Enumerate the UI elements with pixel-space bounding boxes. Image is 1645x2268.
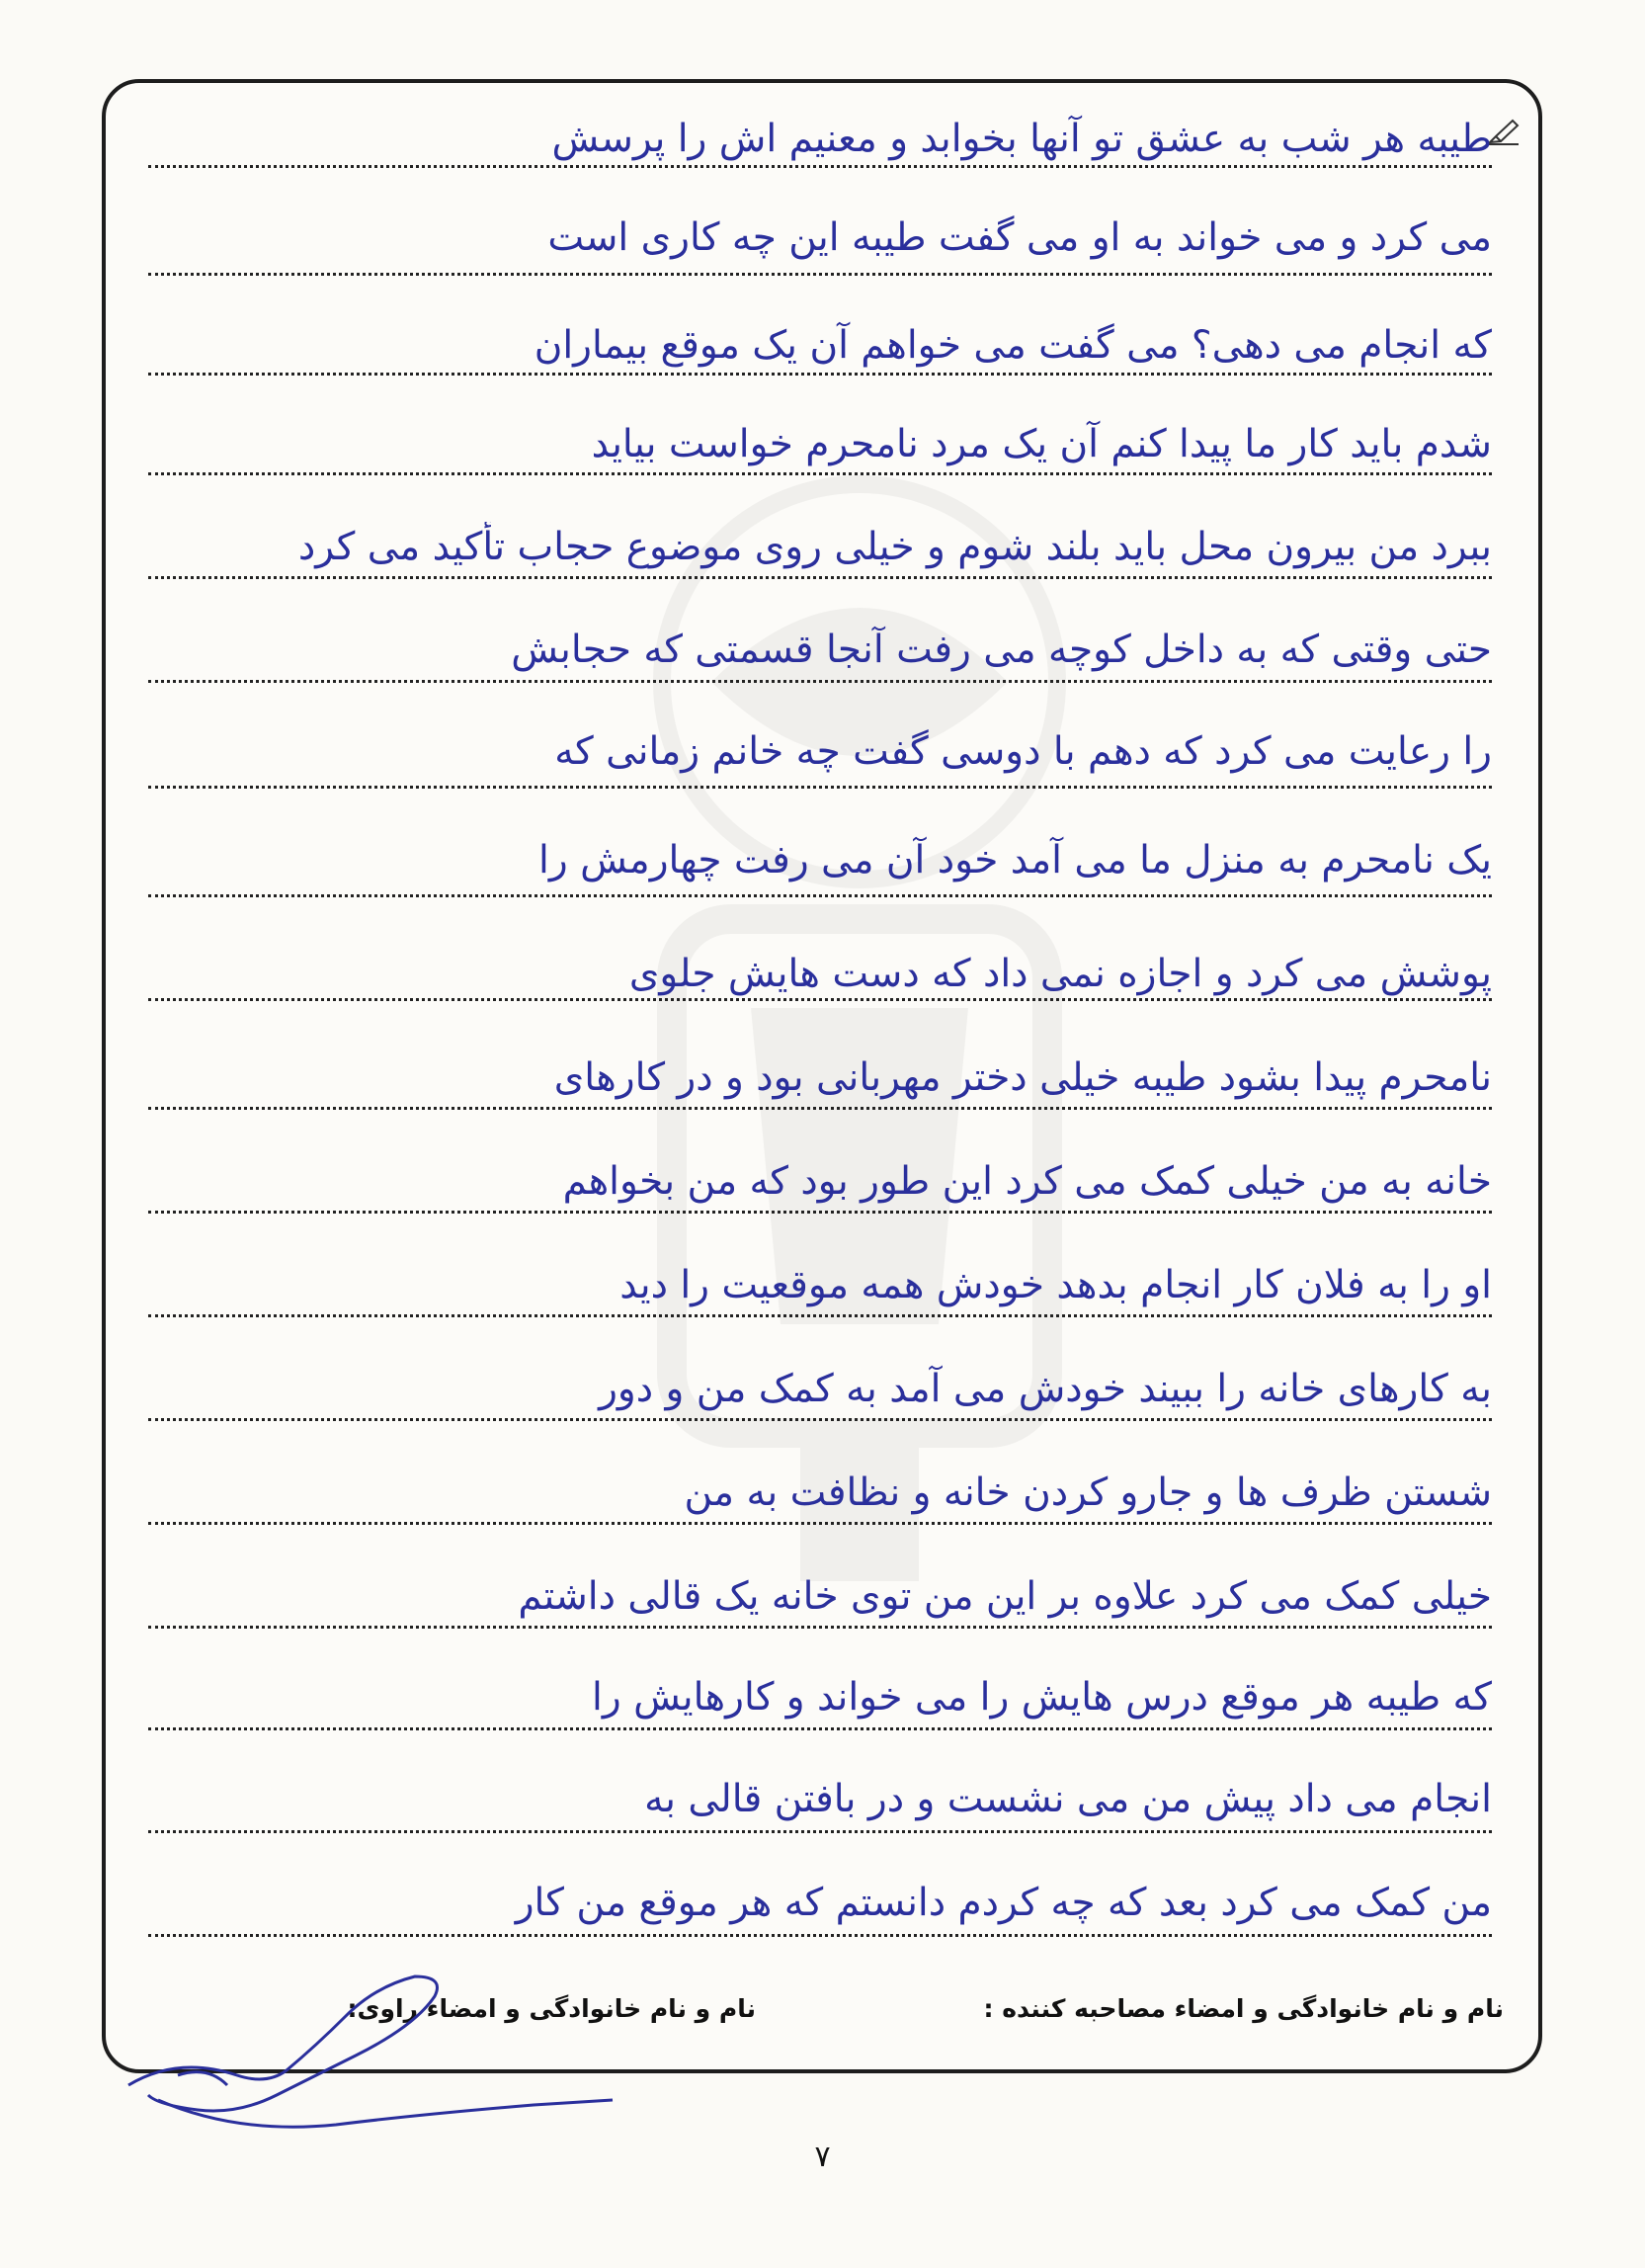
handwritten-line: پوشش می کرد و اجازه نمی داد که دست هایش جلوی [628, 952, 1492, 996]
handwritten-line: که طیبه هر موقع درس هایش را می خواند و کارهایش را [592, 1675, 1492, 1720]
narrator-signature-label: نام و نام خانوادگی و امضاء راوی: [347, 1994, 756, 2023]
pen-writing-icon [1487, 117, 1521, 146]
handwritten-line: می کرد و می خواند به او می گفت طیبه این چه کاری است [547, 215, 1492, 260]
dotted-rule [148, 680, 1492, 683]
handwritten-line: شدم باید کار ما پیدا کنم آن یک مرد نامحرم خواست بیاید [591, 422, 1492, 466]
dotted-rule [148, 165, 1492, 168]
dotted-rule [148, 472, 1492, 475]
dotted-rule [148, 1727, 1492, 1730]
dotted-rule [148, 273, 1492, 276]
page-number: ۷ [814, 2140, 831, 2174]
dotted-rule [148, 1934, 1492, 1937]
handwritten-line: به کارهای خانه را ببیند خودش می آمد به کمک من و دور [599, 1367, 1492, 1411]
handwritten-line: خیلی کمک می کرد علاوه بر این من توی خانه یک قالی داشتم [518, 1574, 1492, 1619]
dotted-rule [148, 786, 1492, 789]
handwritten-line: را رعایت می کرد که دهم با دوسی گفت چه خانم زمانی که [554, 729, 1492, 774]
handwritten-line: خانه به من خیلی کمک می کرد این طور بود که من بخواهم [562, 1159, 1492, 1204]
dotted-rule [148, 373, 1492, 376]
handwritten-line: او را به فلان کار انجام بدهد خودش همه موقعیت را دید [619, 1263, 1492, 1307]
dotted-rule [148, 998, 1492, 1001]
handwritten-line: که انجام می دهی؟ می گفت می خواهم آن یک موقع بیماران [534, 323, 1492, 368]
interviewer-signature-label: نام و نام خانوادگی و امضاء مصاحبه کننده : [983, 1994, 1504, 2023]
handwritten-line: انجام می داد پیش من می نشست و در بافتن قالی به [644, 1777, 1492, 1821]
handwritten-line: یک نامحرم به منزل ما می آمد خود آن می رفت چهارمش را [538, 838, 1492, 882]
handwritten-line: شستن ظرف ها و جارو کردن خانه و نظافت به من [684, 1470, 1492, 1515]
dotted-rule [148, 1626, 1492, 1629]
handwritten-line: حتی وقتی که به داخل کوچه می رفت آنجا قسمتی که حجابش [511, 628, 1492, 672]
handwritten-line: من کمک می کرد بعد که چه کردم دانستم که هر موقع من کار [515, 1881, 1492, 1925]
dotted-rule [148, 1522, 1492, 1525]
handwritten-line: ببرد من بیرون محل باید بلند شوم و خیلی روی موضوع حجاب تأکید می کرد [297, 525, 1492, 569]
dotted-rule [148, 1830, 1492, 1833]
dotted-rule [148, 1418, 1492, 1421]
dotted-rule [148, 1211, 1492, 1214]
dotted-rule [148, 1314, 1492, 1317]
handwritten-line: طیبه هر شب به عشق تو آنها بخوابد و معنیم اش را پرسش [551, 117, 1492, 161]
dotted-rule [148, 1107, 1492, 1110]
dotted-rule [148, 576, 1492, 579]
handwritten-line: نامحرم پیدا بشود طیبه خیلی دختر مهربانی بود و در کارهای [553, 1055, 1492, 1100]
dotted-rule [148, 894, 1492, 897]
